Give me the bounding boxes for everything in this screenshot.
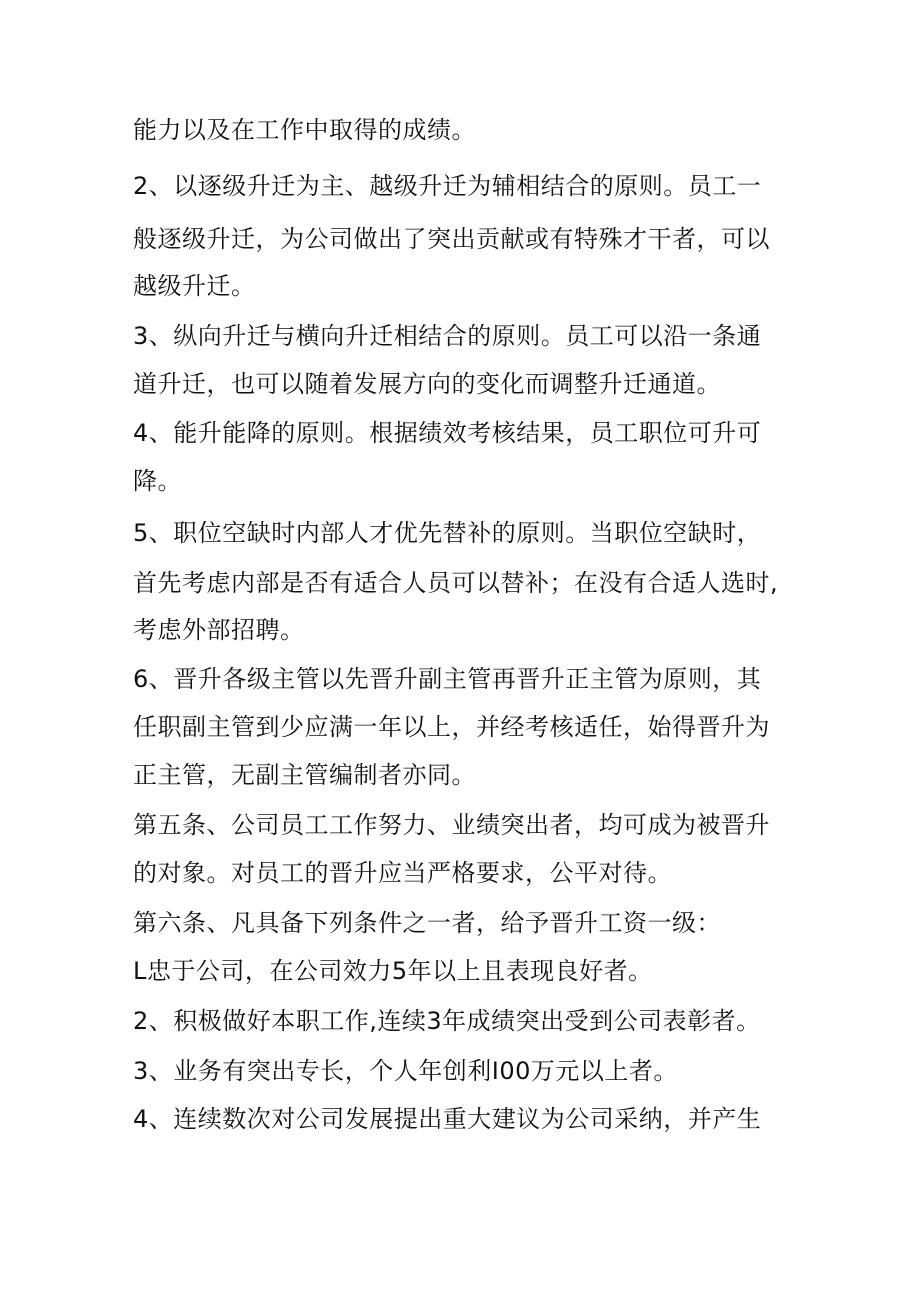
text-line: 第六条、凡具备下列条件之一者，给予晋升工资一级： (133, 909, 721, 937)
text-line: 3、纵向升迁与横向升迁相结合的原则。员工可以沿一条通 (133, 322, 762, 350)
text-line: 的对象。对员工的晋升应当严格要求，公平对待。 (133, 859, 672, 887)
text-line: 2、以逐级升迁为主、越级升迁为辅相结合的原则。员工一 (133, 172, 762, 200)
text-line: 般逐级升迁，为公司做出了突出贡献或有特殊才干者，可以 (133, 225, 770, 253)
text-line: 4、连续数次对公司发展提出重大建议为公司采纳，并产生 (133, 1105, 762, 1133)
text-line: 首先考虑内部是否有适合人员可以替补；在没有合适人选时, (133, 569, 779, 597)
text-line: L忠于公司，在公司效力5年以上且表现良好者。 (133, 957, 653, 985)
text-line: 正主管，无副主管编制者亦同。 (133, 761, 476, 789)
text-line: 3、业务有突出专长，个人年创利I00万元以上者。 (133, 1057, 678, 1085)
text-line: 任职副主管到少应满一年以上，并经考核适任，始得晋升为 (133, 713, 770, 741)
text-line: 越级升迁。 (133, 272, 256, 300)
text-line: 道升迁，也可以随着发展方向的变化而调整升迁通道。 (133, 370, 721, 398)
text-line: 能力以及在工作中取得的成绩。 (133, 116, 476, 144)
text-line: 2、积极做好本职工作,连续3年成绩突出受到公司表彰者。 (133, 1007, 761, 1035)
text-line: 考虑外部招聘。 (133, 616, 305, 644)
text-line: 5、职位空缺时内部人才优先替补的原则。当职位空缺时， (133, 519, 762, 547)
text-line: 降。 (133, 467, 182, 495)
text-line: 4、能升能降的原则。根据绩效考核结果，员工职位可升可 (133, 419, 762, 447)
text-line: 第五条、公司员工工作努力、业绩突出者，均可成为被晋升 (133, 811, 770, 839)
text-line: 6、晋升各级主管以先晋升副主管再晋升正主管为原则，其 (133, 665, 762, 693)
